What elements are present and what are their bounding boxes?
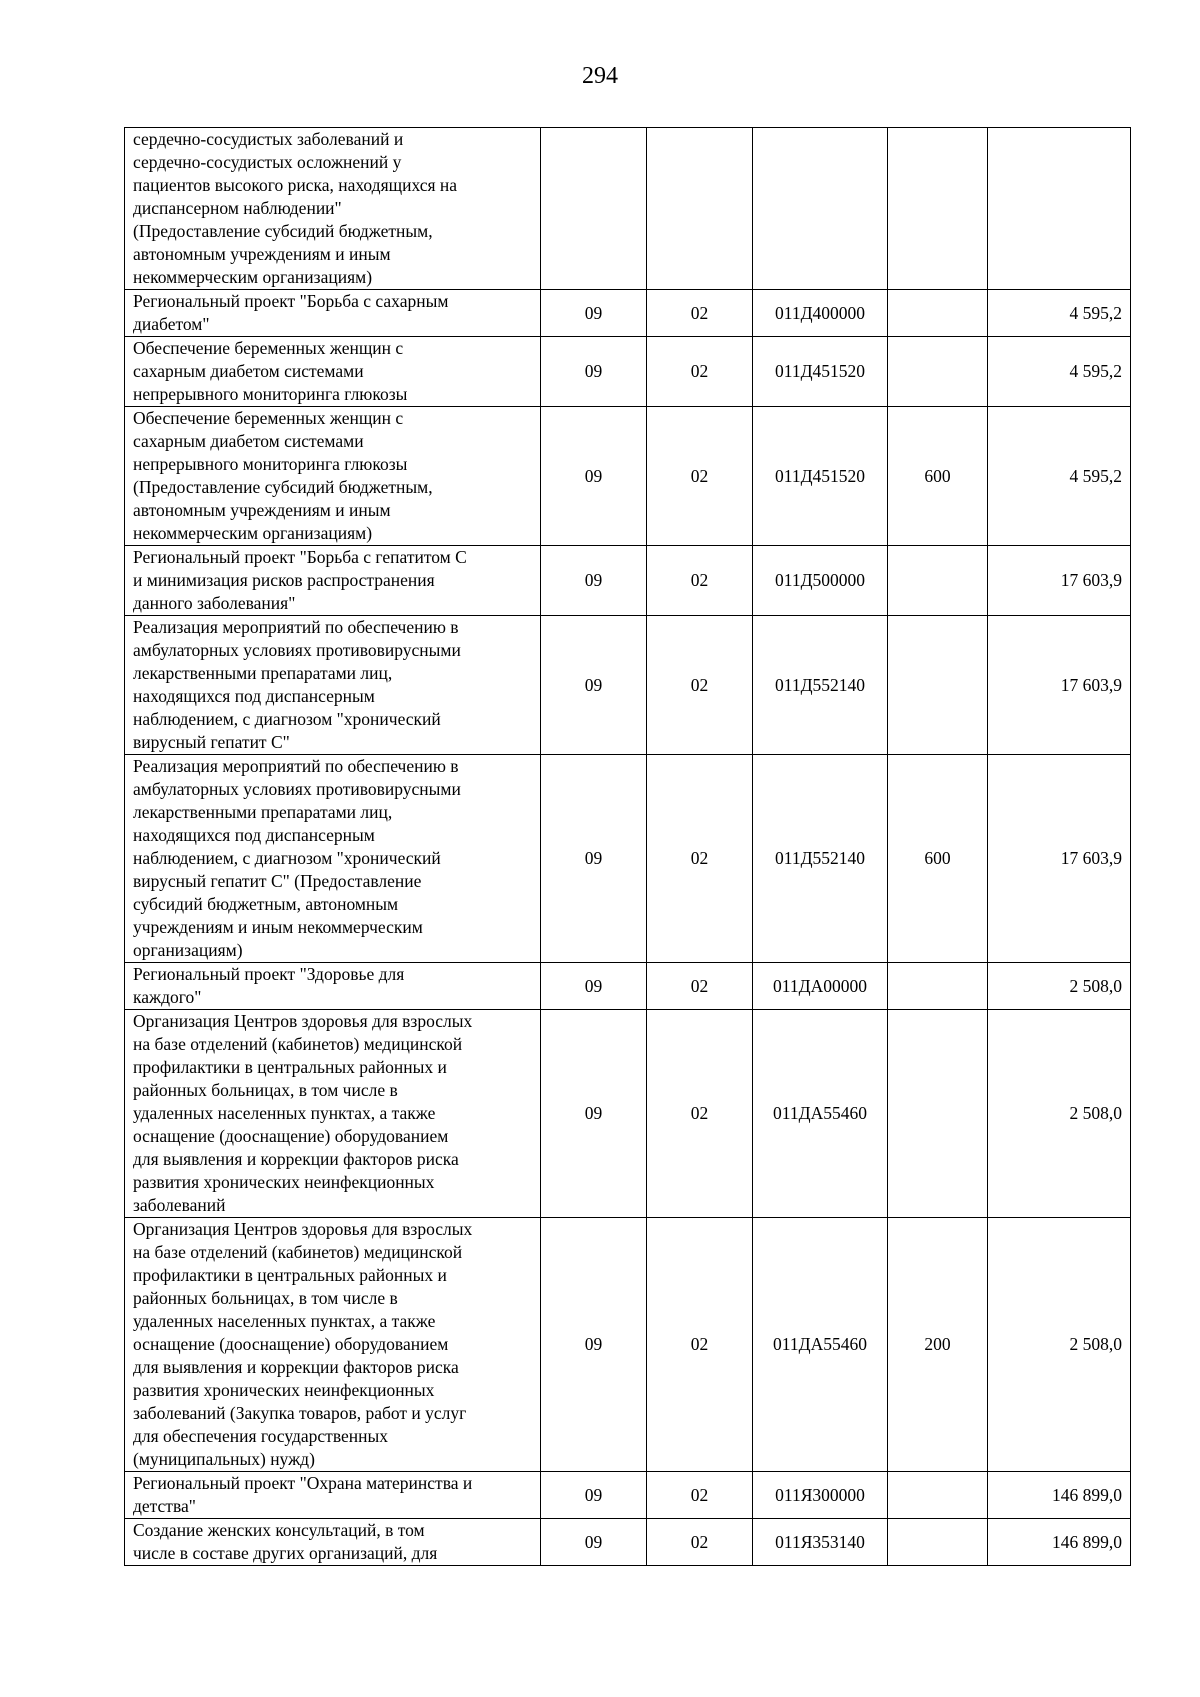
row-name-cell: Обеспечение беременных женщин с сахарным диабетом системами непрерывного мониторинга глюкозы (Предоставление субсидий бюджетным, автономным учреждениям и иным некоммерческим организациям) <box>125 407 541 546</box>
amount-cell: 4 595,2 <box>988 290 1131 337</box>
row-name-cell: Региональный проект "Борьба с гепатитом С и минимизация рисков распространения данного заболевания" <box>125 546 541 616</box>
section-code-cell: 09 <box>541 1519 647 1566</box>
amount-cell: 17 603,9 <box>988 755 1131 963</box>
row-name-cell: Организация Центров здоровья для взрослых на базе отделений (кабинетов) медицинской профилактики в центральных районных и районных больницах, в том числе в удаленных населенных пунктах, а также оснащение (дооснащение) оборудованием для выявления и коррекции факторов риска развития хронических неинфекционных заболеваний <box>125 1010 541 1218</box>
expense-type-cell <box>888 337 988 407</box>
expense-type-cell <box>888 1519 988 1566</box>
table-row <box>125 337 1131 407</box>
amount-cell: 146 899,0 <box>988 1519 1131 1566</box>
section-code-cell <box>541 128 647 290</box>
page-number: 294 <box>582 63 618 89</box>
expense-type-cell: 200 <box>888 1218 988 1472</box>
row-name-cell: Обеспечение беременных женщин с сахарным диабетом системами непрерывного мониторинга глюкозы <box>125 337 541 407</box>
row-name-cell: Создание женских консультаций, в том числе в составе других организаций, для <box>125 1519 541 1566</box>
expense-type-cell: 600 <box>888 407 988 546</box>
amount-cell: 2 508,0 <box>988 1218 1131 1472</box>
subsection-code-cell: 02 <box>647 290 753 337</box>
expense-type-cell <box>888 128 988 290</box>
subsection-code-cell: 02 <box>647 1010 753 1218</box>
table-row <box>125 546 1131 616</box>
subsection-code-cell: 02 <box>647 337 753 407</box>
expense-type-cell <box>888 1472 988 1519</box>
target-article-cell: 011ДА55460 <box>753 1218 888 1472</box>
section-code-cell: 09 <box>541 337 647 407</box>
subsection-code-cell: 02 <box>647 546 753 616</box>
subsection-code-cell: 02 <box>647 1519 753 1566</box>
expense-type-cell <box>888 290 988 337</box>
row-name-cell: Региональный проект "Здоровье для каждого" <box>125 963 541 1010</box>
table-row <box>125 616 1131 755</box>
section-code-cell: 09 <box>541 963 647 1010</box>
amount-cell: 4 595,2 <box>988 407 1131 546</box>
amount-cell <box>988 128 1131 290</box>
row-name-cell: сердечно-сосудистых заболеваний и сердечно-сосудистых осложнений у пациентов высокого риска, находящихся на диспансерном наблюдении" (Предоставление субсидий бюджетным, автономным учреждениям и иным некоммерческим организациям) <box>125 128 541 290</box>
table-row <box>125 407 1131 546</box>
row-name-cell: Региональный проект "Охрана материнства и детства" <box>125 1472 541 1519</box>
amount-cell: 146 899,0 <box>988 1472 1131 1519</box>
table-row <box>125 963 1131 1010</box>
table-row <box>125 1472 1131 1519</box>
section-code-cell: 09 <box>541 755 647 963</box>
table-row <box>125 1010 1131 1218</box>
section-code-cell: 09 <box>541 1010 647 1218</box>
amount-cell: 4 595,2 <box>988 337 1131 407</box>
subsection-code-cell: 02 <box>647 616 753 755</box>
target-article-cell: 011Д451520 <box>753 407 888 546</box>
target-article-cell: 011Д451520 <box>753 337 888 407</box>
target-article-cell <box>753 128 888 290</box>
section-code-cell: 09 <box>541 1218 647 1472</box>
amount-cell: 17 603,9 <box>988 546 1131 616</box>
subsection-code-cell: 02 <box>647 1472 753 1519</box>
subsection-code-cell: 02 <box>647 963 753 1010</box>
target-article-cell: 011ДА00000 <box>753 963 888 1010</box>
target-article-cell: 011Я353140 <box>753 1519 888 1566</box>
expense-type-cell <box>888 616 988 755</box>
expense-type-cell <box>888 546 988 616</box>
table-row <box>125 290 1131 337</box>
expense-type-cell <box>888 1010 988 1218</box>
table-row <box>125 755 1131 963</box>
amount-cell: 17 603,9 <box>988 616 1131 755</box>
section-code-cell: 09 <box>541 407 647 546</box>
expense-type-cell <box>888 963 988 1010</box>
row-name-cell: Реализация мероприятий по обеспечению в амбулаторных условиях противовирусными лекарственными препаратами лиц, находящихся под диспансерным наблюдением, с диагнозом "хронический вирусный гепатит С" (Предоставление субсидий бюджетным, автономным учреждениям и иным некоммерческим организациям) <box>125 755 541 963</box>
subsection-code-cell: 02 <box>647 407 753 546</box>
amount-cell: 2 508,0 <box>988 963 1131 1010</box>
section-code-cell: 09 <box>541 546 647 616</box>
table-row <box>125 1218 1131 1472</box>
section-code-cell: 09 <box>541 616 647 755</box>
target-article-cell: 011Д500000 <box>753 546 888 616</box>
target-article-cell: 011Д552140 <box>753 755 888 963</box>
section-code-cell: 09 <box>541 290 647 337</box>
budget-table <box>124 127 1131 1566</box>
subsection-code-cell: 02 <box>647 755 753 963</box>
target-article-cell: 011Д552140 <box>753 616 888 755</box>
target-article-cell: 011ДА55460 <box>753 1010 888 1218</box>
row-name-cell: Региональный проект "Борьба с сахарным диабетом" <box>125 290 541 337</box>
target-article-cell: 011Я300000 <box>753 1472 888 1519</box>
expense-type-cell: 600 <box>888 755 988 963</box>
subsection-code-cell <box>647 128 753 290</box>
target-article-cell: 011Д400000 <box>753 290 888 337</box>
amount-cell: 2 508,0 <box>988 1010 1131 1218</box>
subsection-code-cell: 02 <box>647 1218 753 1472</box>
table-row <box>125 1519 1131 1566</box>
row-name-cell: Реализация мероприятий по обеспечению в амбулаторных условиях противовирусными лекарственными препаратами лиц, находящихся под диспансерным наблюдением, с диагнозом "хронический вирусный гепатит С" <box>125 616 541 755</box>
section-code-cell: 09 <box>541 1472 647 1519</box>
table-row <box>125 128 1131 290</box>
row-name-cell: Организация Центров здоровья для взрослых на базе отделений (кабинетов) медицинской профилактики в центральных районных и районных больницах, в том числе в удаленных населенных пунктах, а также оснащение (дооснащение) оборудованием для выявления и коррекции факторов риска развития хронических неинфекционных заболеваний (Закупка товаров, работ и услуг для обеспечения государственных (муниципальных) нужд) <box>125 1218 541 1472</box>
